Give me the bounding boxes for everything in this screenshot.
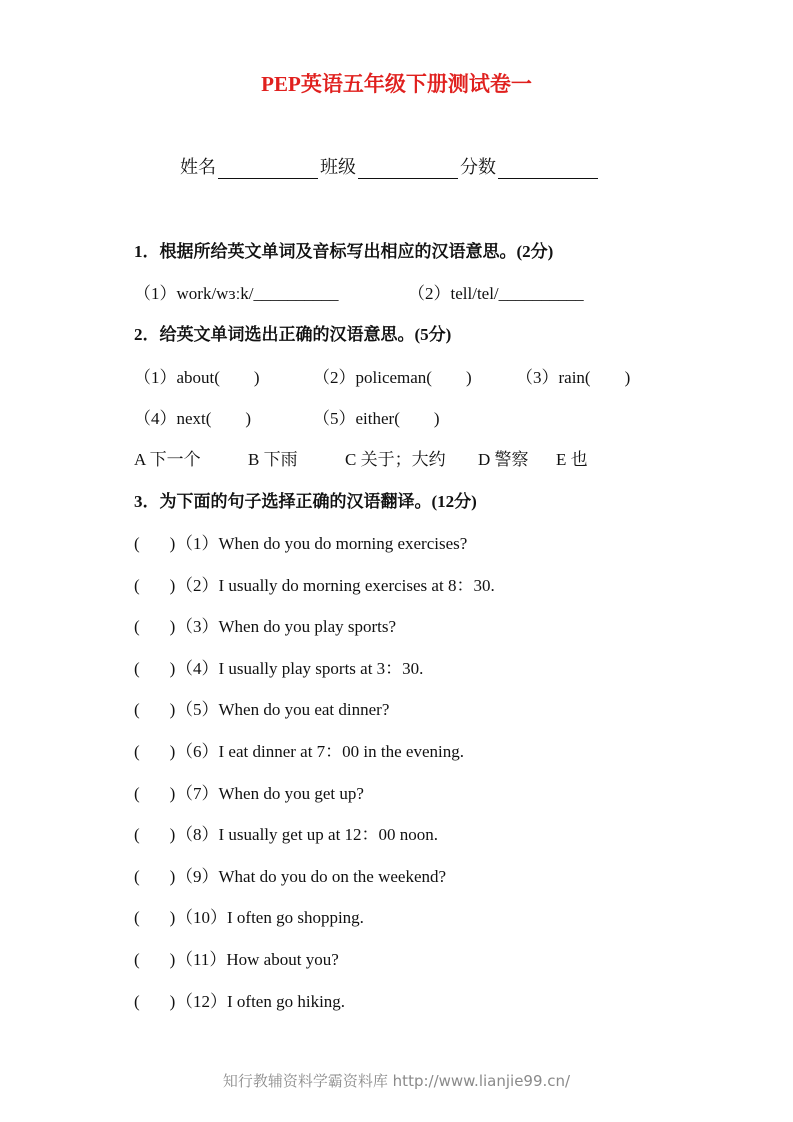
answer-bracket[interactable]: ( ): [134, 908, 176, 927]
choice-c: C 关于；大约: [345, 450, 446, 469]
section1-item: （2）tell/tel/__________: [408, 284, 584, 303]
answer-bracket[interactable]: ( ): [134, 576, 176, 595]
answer-bracket[interactable]: ( ): [134, 950, 176, 969]
answer-bracket[interactable]: ( ): [134, 659, 176, 678]
question-row: ( )（6）I eat dinner at 7：00 in the evening.: [134, 742, 464, 761]
name-label: 姓名: [180, 157, 216, 177]
question-row: ( )（11）How about you?: [134, 950, 339, 969]
section3-heading: 3．为下面的句子选择正确的汉语翻译。(12分): [134, 492, 477, 511]
question-row: ( )（1）When do you do morning exercises?: [134, 534, 468, 553]
answer-bracket[interactable]: ( ): [134, 742, 176, 761]
choice-d: D 警察: [478, 450, 529, 469]
score-label: 分数: [460, 157, 496, 177]
choice-a: A 下一个: [134, 450, 201, 469]
score-blank[interactable]: [498, 156, 598, 179]
question-row: ( )（5）When do you eat dinner?: [134, 700, 390, 719]
answer-bracket[interactable]: ( ): [134, 867, 176, 886]
answer-bracket[interactable]: ( ): [134, 700, 176, 719]
answer-bracket[interactable]: ( ): [134, 617, 176, 636]
answer-bracket[interactable]: ( ): [134, 992, 176, 1011]
section2-item: （1）about( ): [134, 368, 260, 387]
question-row: ( )（10）I often go shopping.: [134, 908, 364, 927]
class-label: 班级: [320, 157, 356, 177]
question-row: ( )（9）What do you do on the weekend?: [134, 867, 447, 886]
section2-heading: 2．给英文单词选出正确的汉语意思。(5分): [134, 325, 452, 344]
question-row: ( )（3）When do you play sports?: [134, 617, 397, 636]
choice-b: B 下雨: [248, 450, 298, 469]
footer-watermark: 知行教辅资料学霸资料库 http://www.lianjie99.cn/: [222, 1072, 571, 1090]
name-blank[interactable]: [218, 156, 318, 179]
answer-bracket[interactable]: ( ): [134, 825, 176, 844]
page-title: PEP英语五年级下册测试卷一: [261, 72, 532, 96]
question-row: ( )（4）I usually play sports at 3：30.: [134, 659, 424, 678]
section2-item: （2）policeman( ): [313, 368, 472, 387]
section1-heading: 1．根据所给英文单词及音标写出相应的汉语意思。(2分): [134, 242, 554, 261]
section1-item: （1）work/wɜːk/__________: [134, 284, 339, 303]
choice-e: E 也: [556, 450, 588, 469]
section2-item: （5）either( ): [313, 409, 440, 428]
section2-item: （4）next( ): [134, 409, 252, 428]
answer-bracket[interactable]: ( ): [134, 784, 176, 803]
question-row: ( )（8）I usually get up at 12：00 noon.: [134, 825, 439, 844]
question-row: ( )（2）I usually do morning exercises at 8：30.: [134, 576, 495, 595]
answer-bracket[interactable]: ( ): [134, 534, 176, 553]
class-blank[interactable]: [358, 156, 458, 179]
section2-item: （3）rain( ): [516, 368, 631, 387]
student-info-row: [180, 153, 600, 179]
question-row: ( )（12）I often go hiking.: [134, 992, 346, 1011]
question-row: ( )（7）When do you get up?: [134, 784, 364, 803]
